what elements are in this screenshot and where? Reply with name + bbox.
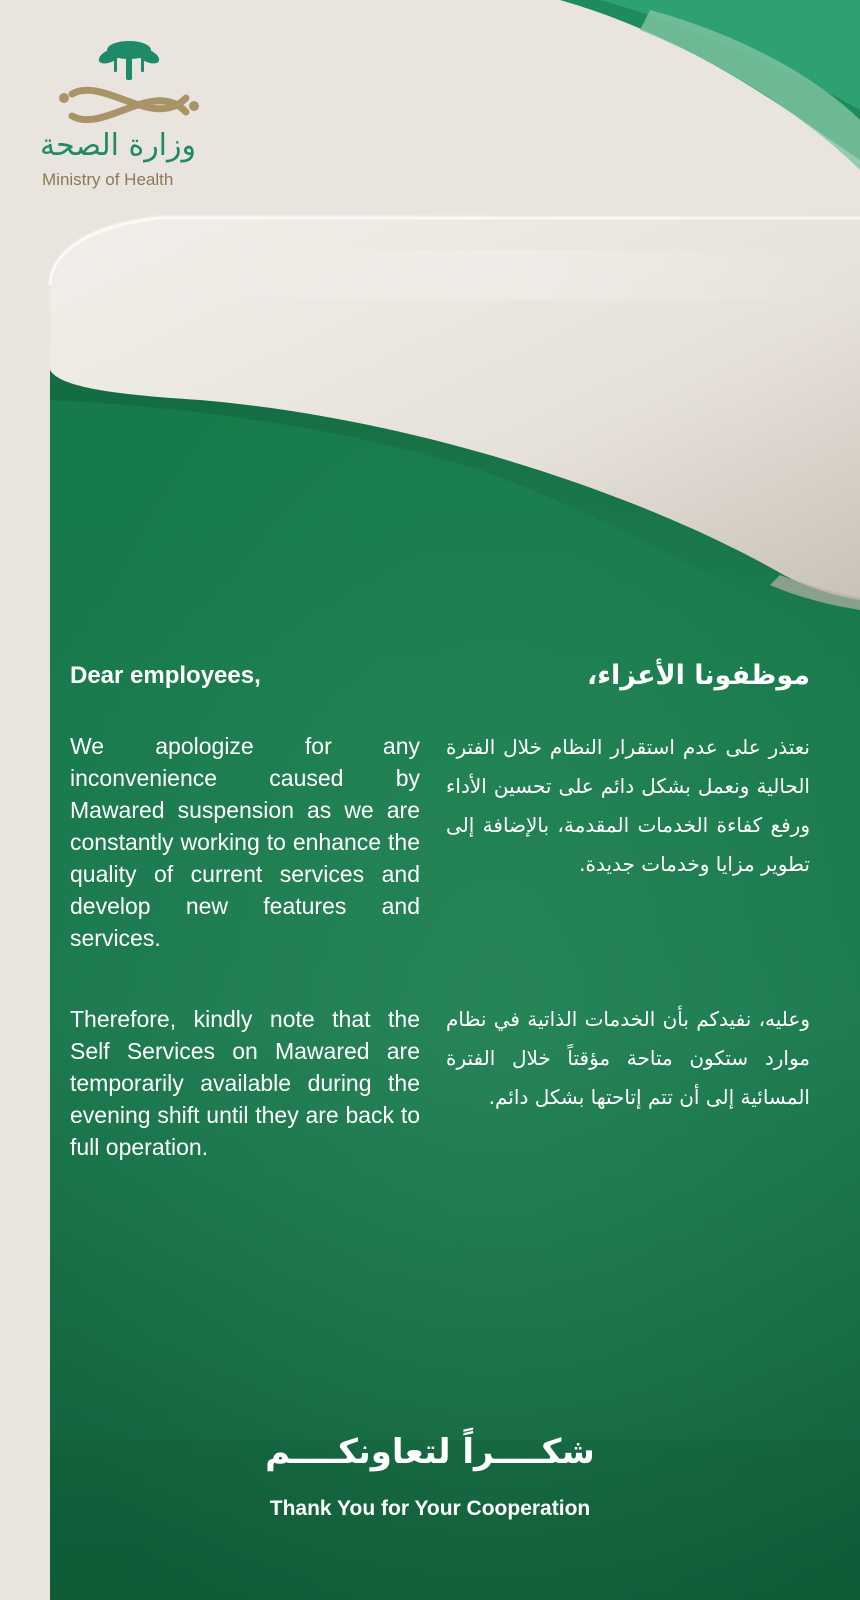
arabic-paragraph-2: وعليه، نفيدكم بأن الخدمات الذاتية في نظام موارد ستكون متاحة مؤقتاً خلال الفترة المسائية إلى أن تتم إتاحتها بشكل دائم.: [446, 1007, 810, 1109]
logo-arabic-name: وزارة الصحة: [40, 128, 196, 163]
thanks-arabic: شكــــراً لتعاونكــــم: [265, 1432, 595, 1472]
english-paragraph-2: Therefore, kindly note that the Self Services on Mawared are temporarily available during the evening shift until they are back to full operation.: [70, 1006, 420, 1160]
english-body-2: [70, 1003, 420, 1163]
arabic-paragraph-1: نعتذر على عدم استقرار النظام خلال الفترة الحالية ونعمل بشكل دائم على تحسين الأداء ورفع كفاءة الخدمات المقدمة، بالإضافة إلى تطوير مزايا وخدمات جديدة.: [446, 735, 810, 876]
arabic-body: [446, 728, 810, 884]
logo-english-name: Ministry of Health: [42, 170, 174, 189]
arabic-greeting: موظفونا الأعزاء،: [586, 660, 810, 691]
english-greeting: Dear employees,: [70, 662, 261, 689]
arabic-body-2: [446, 1000, 810, 1117]
palm-swords-emblem-icon: [34, 36, 224, 131]
thanks-english: Thank You for Your Cooperation: [269, 1497, 591, 1520]
english-paragraph-1: We apologize for any inconvenience caused by Mawared suspension as we are constantly working to enhance the quality of current services and develop new features and services.: [70, 733, 420, 951]
english-body: [70, 730, 420, 954]
